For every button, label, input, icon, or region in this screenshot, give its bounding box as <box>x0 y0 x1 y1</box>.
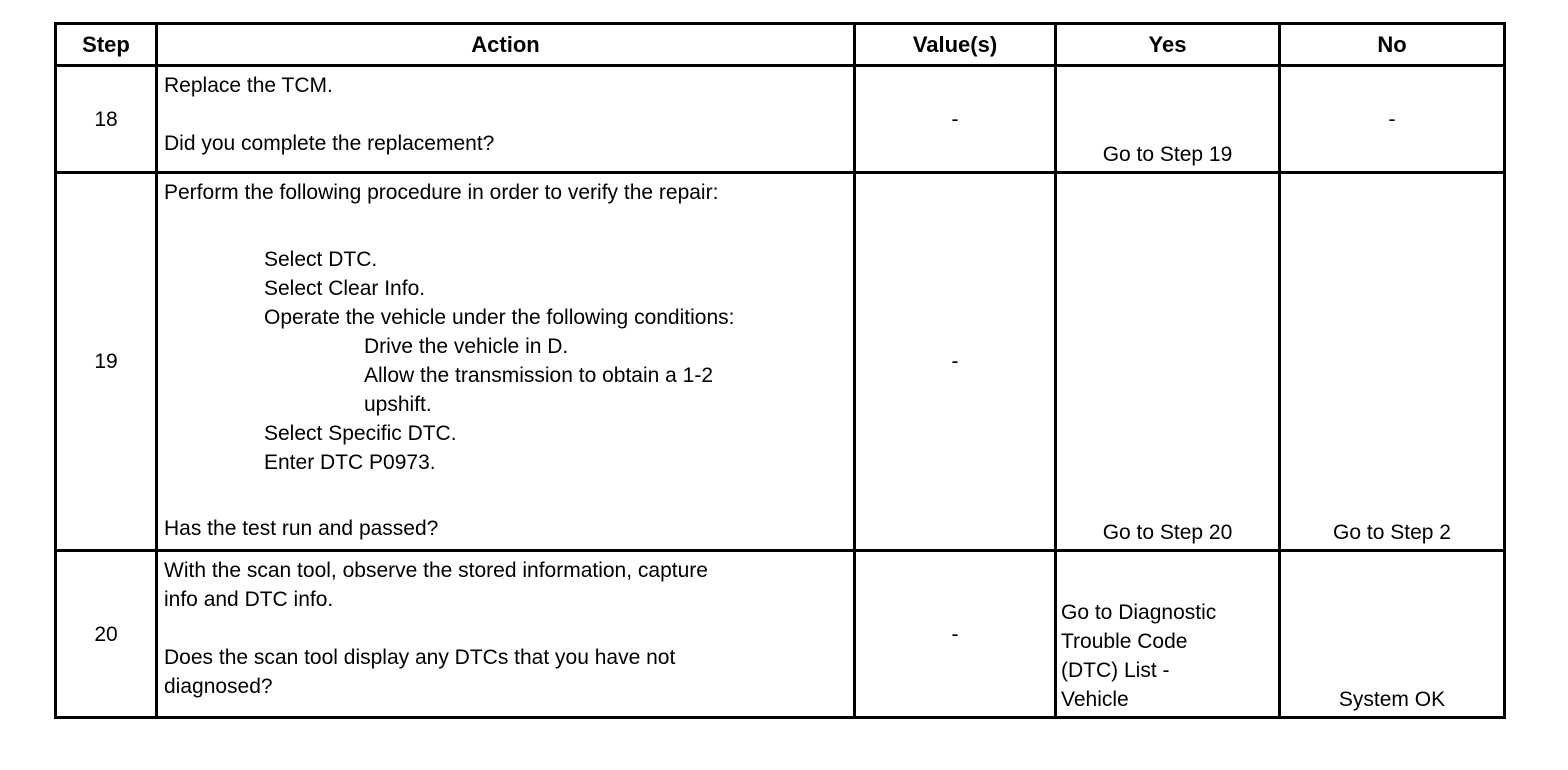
step-number: 19 <box>56 173 157 551</box>
procedure-step: Enter DTC P0973. <box>264 451 436 474</box>
action-text: With the scan tool, observe the stored information, capture <box>164 559 708 582</box>
action-question: Does the scan tool display any DTCs that you have not <box>164 646 676 669</box>
table-row <box>56 173 1505 551</box>
procedure-step: Select Clear Info. <box>264 277 426 300</box>
action-question: diagnosed? <box>164 675 273 698</box>
value-cell: - <box>855 66 1056 173</box>
header-action: Action <box>157 24 855 66</box>
procedure-step: Select Specific DTC. <box>264 422 457 445</box>
yes-cell <box>1056 551 1280 718</box>
procedure-substep: Allow the transmission to obtain a 1-2 <box>364 364 714 387</box>
value-cell: - <box>855 173 1056 551</box>
no-cell: Go to Step 2 <box>1280 173 1505 551</box>
header-step: Step <box>56 24 157 66</box>
procedure-step: Select DTC. <box>264 248 378 271</box>
header-values: Value(s) <box>855 24 1056 66</box>
procedure-substep: Drive the vehicle in D. <box>364 335 569 358</box>
action-text: info and DTC info. <box>164 588 334 611</box>
procedure-step: Operate the vehicle under the following conditions: <box>264 306 735 329</box>
diagnostic-table <box>54 22 1506 719</box>
action-cell <box>157 173 855 551</box>
table-row <box>56 66 1505 173</box>
yes-cell: Go to Step 19 <box>1056 66 1280 173</box>
yes-cell: Go to Step 20 <box>1056 173 1280 551</box>
action-cell <box>157 551 855 718</box>
step-number: 18 <box>56 66 157 173</box>
header-no: No <box>1280 24 1505 66</box>
action-question: Has the test run and passed? <box>164 517 439 540</box>
action-cell <box>157 66 855 173</box>
yes-line: Go to Diagnostic <box>1061 601 1217 624</box>
action-text: Replace the TCM. <box>164 74 333 97</box>
no-cell: - <box>1280 66 1505 173</box>
procedure-substep: upshift. <box>364 393 432 416</box>
action-text: Perform the following procedure in order to verify the repair: <box>164 181 719 204</box>
step-number: 20 <box>56 551 157 718</box>
yes-line: (DTC) List - <box>1061 659 1170 682</box>
header-yes: Yes <box>1056 24 1280 66</box>
yes-line: Trouble Code <box>1061 630 1188 653</box>
table-header-row <box>56 24 1505 66</box>
table-row <box>56 551 1505 718</box>
value-cell: - <box>855 551 1056 718</box>
no-cell: System OK <box>1280 551 1505 718</box>
yes-line: Vehicle <box>1061 688 1129 711</box>
action-question: Did you complete the replacement? <box>164 132 495 155</box>
